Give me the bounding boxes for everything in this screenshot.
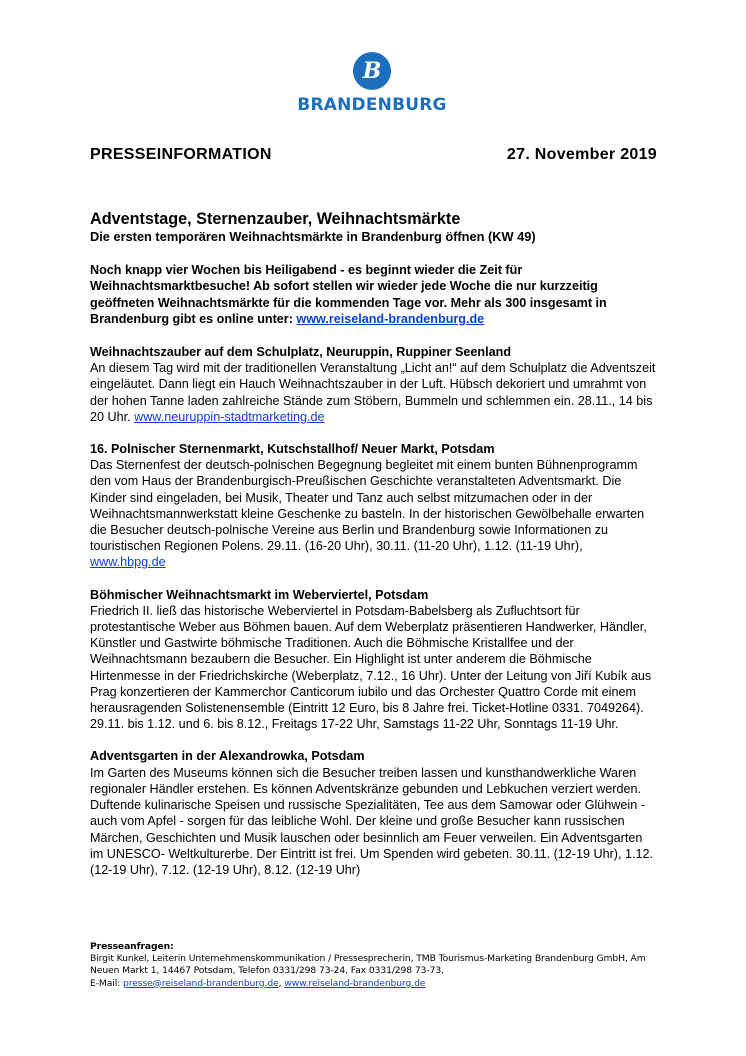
intro-paragraph [90,262,657,327]
event-heading: Böhmischer Weihnachtsmarkt im Weberviertel, Potsdam [90,587,429,602]
footer-email-link[interactable]: presse@reiseland-brandenburg.de [123,977,279,989]
press-label: PRESSEINFORMATION [90,146,272,163]
event-section-neuruppin [90,344,657,425]
press-title: Adventstage, Sternenzauber, Weihnachtsmärkte [90,210,461,228]
footer-web-link[interactable]: www.reiseland-brandenburg.de [284,977,426,989]
event-heading: 16. Polnischer Sternenmarkt, Kutschstallhof/ Neuer Markt, Potsdam [90,442,495,457]
press-header [90,146,657,164]
event-heading: Adventsgarten in der Alexandrowka, Potsdam [90,749,365,764]
press-content [90,210,657,894]
press-contact-footer [90,941,660,990]
press-subtitle: Die ersten temporären Weihnachtsmärkte in Brandenburg öffnen (KW 49) [90,229,536,244]
event-section-alexandrowka [90,748,657,878]
footer-contact: Birgit Kunkel, Leiterin Unternehmenskommunikation / Pressesprecherin, TMB Tourismus-Marketing Brandenburg GmbH, Am Neuen Markt 1, 14467 Potsdam, Telefon 0331/298 73-24, Fax 0331/298 73-73, [90,953,646,977]
footer-heading: Presseanfragen: [90,941,174,952]
logo-wordmark: BRANDENBURG [297,95,447,115]
event-body: Friedrich II. ließ das historische Weberviertel in Potsdam-Babelsberg als Zufluchtsort für protestantische Weber aus Böhmen bauen. Auf dem Weberplatz präsentieren Handwerker, Händler, Künstler und Gastwirte böhmische Traditionen. Auch die Böhmische Kristallfee und der Weihnachtsmann bezaubern die Besucher. Ein Highlight ist unter anderem die Böhmische Hirtenmesse in der Friedrichskirche (Weberplatz, 7.12., 16 Uhr). Unter der Leitung von Jiří Kubík aus Prag konzertieren der Kammerchor Canticorum iubilo und das Orchester Quattro Corde mit einem herausragenden Solistenensemble (Eintritt 12 Euro, bis 8 Jahre frei. Ticket-Hotline 0331. 7049264). 29.11. bis 1.12. und 6. bis 8.12., Freitags 17-22 Uhr, Samstags 11-22 Uhr, Sonntags 11-19 Uhr. [90,603,652,732]
intro-link[interactable]: www.reiseland-brandenburg.de [296,311,485,326]
event-section-weberviertel [90,587,657,733]
brandenburg-emblem-icon: B [353,52,391,90]
event-body: An diesem Tag wird mit der traditionellen Veranstaltung „Licht an!“ auf dem Schulplatz die Adventszeit eingeläutet. Dann liegt ein Hauch Weihnachtszauber in der Luft. Hübsch dekoriert und umrahmt von der hohen Tanne laden zahlreiche Stände zum Stöbern, Bummeln und schlemmen ein. 28.11., 14 bis 20 Uhr. [90,361,656,424]
press-date: 27. November 2019 [506,146,657,163]
footer-separator: , [278,977,285,989]
event-body: Das Sternenfest der deutsch-polnischen Begegnung begleitet mit einem bunten Bühnenprogramm den vom Haus der Brandenburgisch-Preußischen Geschichte veranstalteten Adventsmarkt. Die Kinder sind eingeladen, bei Musik, Theater und Tanz auch selbst mitzumachen oder in der Weihnachtsmannwerkstatt kleine Geschenke zu basteln. In der historischen Gewölbehalle erwarten die Besucher deutsch-polnische Vereine aus Berlin und Brandenburg sowie Informationen zu touristischen Regionen Polens. 29.11. (16-20 Uhr), 30.11. (11-20 Uhr), 1.12. (11-19 Uhr), [90,458,645,554]
event-heading: Weihnachtszauber auf dem Schulplatz, Neuruppin, Ruppiner Seenland [90,345,512,360]
event-link[interactable]: www.neuruppin-stadtmarketing.de [134,409,325,424]
intro-text: Noch knapp vier Wochen bis Heiligabend - es beginnt wieder die Zeit für Weihnachtsmarktbesuche! Ab sofort stellen wir wieder jede Woche die nur kurzzeitig geöffneten Weihnachtsmärkte für die kommenden Tage vor. Mehr als 300 insgesamt in Brandenburg gibt es online unter: [90,263,607,326]
brandenburg-logo [296,52,448,115]
event-link[interactable]: www.hbpg.de [90,555,166,570]
event-body: Im Garten des Museums können sich die Besucher treiben lassen und kunsthandwerkliche Waren regionaler Händler erstehen. Es können Adventskränze gebunden und Lebkuchen verziert werden. Duftende kulinarische Speisen und russische Spezialitäten, Tee aus dem Samowar oder Glühwein - auch vom Apfel - sorgen für das leibliche Wohl. Der kleine und große Besucher kann russischen Märchen, Geschichten und Musik lauschen oder besinnlich am Feuer verweilen. Ein Adventsgarten im UNESCO- Weltkulturerbe. Der Eintritt ist frei. Um Spenden wird gebeten. 30.11. (12-19 Uhr), 1.12. (12-19 Uhr), 7.12. (12-19 Uhr), 8.12. (12-19 Uhr) [90,765,653,877]
event-section-sternenmarkt [90,441,657,571]
footer-email-label: E-Mail: [90,977,123,989]
